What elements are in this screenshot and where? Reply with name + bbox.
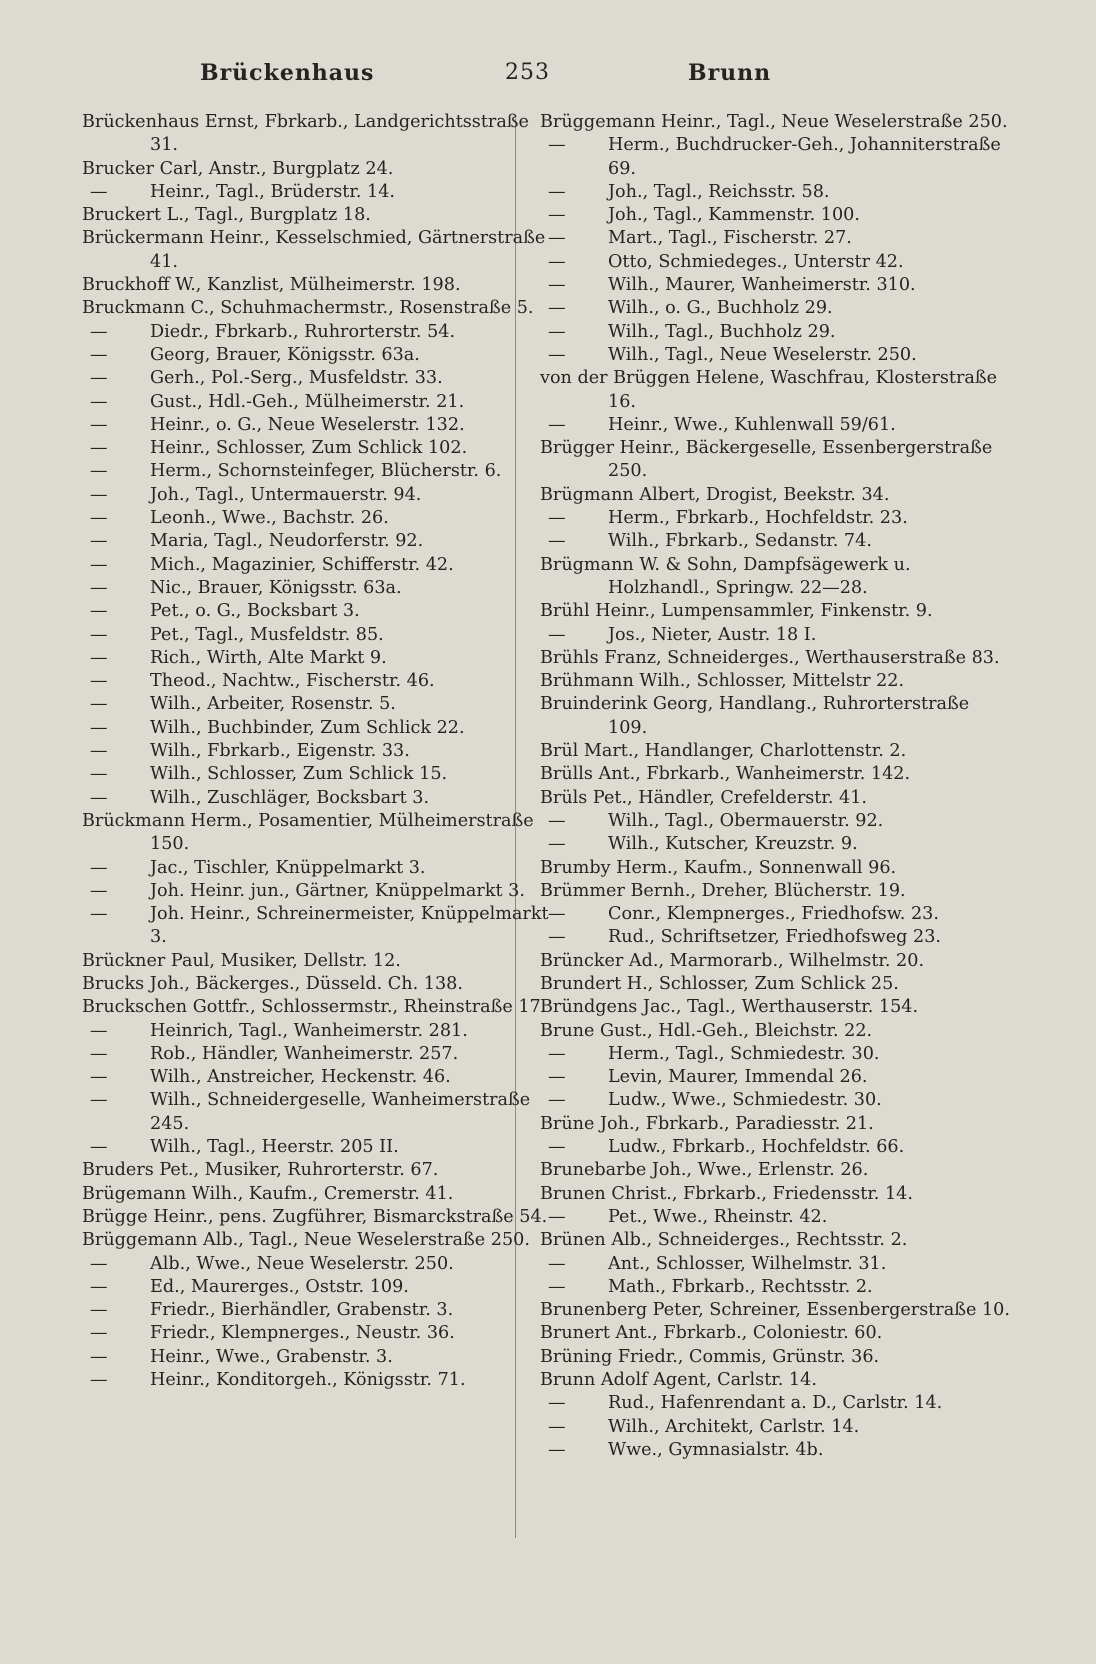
entry-dash: —: [90, 1137, 108, 1158]
entry-text: Wilh., Fbrkarb., Eigenstr. 33.: [150, 741, 410, 762]
entry-text: Brückmann Herm., Posamentier, Mülheimerstraße 150.: [82, 810, 534, 855]
entry-text: Wilh., Buchbinder, Zum Schlick 22.: [150, 717, 465, 738]
directory-entry: [82, 740, 552, 763]
entry-text: Wilh., Architekt, Carlstr. 14.: [608, 1416, 860, 1437]
directory-entry: [82, 996, 552, 1019]
entry-text: Brunen Christ., Fbrkarb., Friedensstr. 14.: [540, 1183, 913, 1204]
directory-entry: [540, 321, 1010, 344]
entry-dash: —: [90, 344, 108, 365]
entry-dash: —: [548, 205, 566, 226]
entry-text: Heinr., Wwe., Kuhlenwall 59/61.: [608, 414, 896, 435]
entry-dash: —: [548, 1067, 566, 1088]
entry-text: Bründgens Jac., Tagl., Werthauserstr. 154.: [540, 997, 919, 1018]
directory-entry: [82, 344, 552, 367]
entry-text: Brühmann Wilh., Schlosser, Mittelstr 22.: [540, 671, 905, 692]
directory-entry: [540, 227, 1010, 250]
directory-entry: [540, 787, 1010, 810]
entry-text: Wilh., Tagl., Heerstr. 205 II.: [150, 1137, 399, 1158]
directory-entry: [82, 274, 552, 297]
entry-dash: —: [548, 1393, 566, 1414]
entry-text: Heinr., Schlosser, Zum Schlick 102.: [150, 438, 468, 459]
entry-dash: —: [90, 1043, 108, 1064]
entry-dash: —: [548, 1043, 566, 1064]
entry-text: Diedr., Fbrkarb., Ruhrorterstr. 54.: [150, 321, 456, 342]
directory-entry: [540, 251, 1010, 274]
directory-entry: [82, 484, 552, 507]
entry-dash: —: [548, 624, 566, 645]
directory-entry: [82, 437, 552, 460]
entry-text: Otto, Schmiedeges., Unterstr 42.: [608, 251, 904, 272]
entry-dash: —: [90, 601, 108, 622]
entry-dash: —: [90, 764, 108, 785]
directory-entry: [540, 1253, 1010, 1276]
entry-dash: —: [548, 1276, 566, 1297]
entry-text: Brüning Friedr., Commis, Grünstr. 36.: [540, 1346, 880, 1367]
directory-entry: [540, 647, 1010, 670]
directory-entry: [82, 1159, 552, 1182]
entry-text: Brümmer Bernh., Dreher, Blücherstr. 19.: [540, 880, 906, 901]
entry-text: Heinr., Wwe., Grabenstr. 3.: [150, 1346, 393, 1367]
entry-dash: —: [548, 1416, 566, 1437]
entry-text: Bruckschen Gottfr., Schlossermstr., Rheinstraße 17.: [82, 997, 547, 1018]
entry-dash: —: [548, 834, 566, 855]
entry-text: Leonh., Wwe., Bachstr. 26.: [150, 508, 389, 529]
entry-dash: —: [548, 321, 566, 342]
entry-text: Friedr., Bierhändler, Grabenstr. 3.: [150, 1300, 454, 1321]
directory-entry: [82, 624, 552, 647]
entry-text: Heinr., o. G., Neue Weselerstr. 132.: [150, 414, 465, 435]
entry-dash: —: [548, 810, 566, 831]
directory-entry: [540, 1089, 1010, 1112]
entry-text: Heinrich, Tagl., Wanheimerstr. 281.: [150, 1020, 468, 1041]
directory-entry: [82, 903, 552, 950]
entry-text: von der Brüggen Helene, Waschfrau, Klosterstraße 16.: [540, 368, 998, 412]
running-head-left: Brückenhaus: [200, 60, 375, 86]
entry-text: Brucks Joh., Bäckerges., Düsseld. Ch. 138.: [82, 973, 463, 994]
entry-text: Wilh., Zuschläger, Bocksbart 3.: [150, 787, 430, 808]
page-header: [0, 60, 1096, 100]
page-number: 253: [505, 60, 550, 85]
directory-entry: [540, 367, 1010, 414]
entry-text: Maria, Tagl., Neudorferstr. 92.: [150, 531, 424, 552]
entry-dash: —: [90, 1300, 108, 1321]
directory-entry: [82, 158, 552, 181]
directory-entry: [82, 763, 552, 786]
entry-dash: —: [90, 694, 108, 715]
entry-text: Bruckmann C., Schuhmachermstr., Rosenstraße 5.: [82, 298, 534, 319]
directory-entry: [82, 554, 552, 577]
directory-entry: [82, 507, 552, 530]
entry-dash: —: [90, 857, 108, 878]
directory-entry: [540, 1322, 1010, 1345]
directory-entry: [82, 367, 552, 390]
entry-dash: —: [90, 787, 108, 808]
entry-text: Brunebarbe Joh., Wwe., Erlenstr. 26.: [540, 1160, 869, 1181]
directory-entry: [540, 1113, 1010, 1136]
entry-text: Brühls Franz, Schneiderges., Werthauserstraße 83.: [540, 647, 1000, 668]
entry-dash: —: [90, 1276, 108, 1297]
entry-text: Brühl Heinr., Lumpensammler, Finkenstr. 9.: [540, 601, 933, 622]
directory-entry: [82, 460, 552, 483]
entry-dash: —: [548, 1439, 566, 1460]
directory-entry: [82, 391, 552, 414]
entry-dash: —: [90, 741, 108, 762]
entry-dash: —: [90, 904, 108, 925]
entry-dash: —: [90, 554, 108, 575]
directory-entry: [540, 1159, 1010, 1182]
directory-entry: [540, 530, 1010, 553]
directory-entry: [540, 274, 1010, 297]
entry-text: Nic., Brauer, Königsstr. 63a.: [150, 577, 402, 598]
entry-text: Brügmann Albert, Drogist, Beekstr. 34.: [540, 484, 890, 505]
entry-dash: —: [548, 927, 566, 948]
directory-entry: [82, 1043, 552, 1066]
directory-entry: [540, 1043, 1010, 1066]
entry-text: Rob., Händler, Wanheimerstr. 257.: [150, 1043, 459, 1064]
entry-text: Joh., Tagl., Kammenstr. 100.: [608, 205, 860, 226]
directory-entry: [540, 996, 1010, 1019]
entry-dash: —: [90, 181, 108, 202]
directory-entry: [82, 1020, 552, 1043]
entry-dash: —: [90, 1370, 108, 1391]
entry-text: Wilh., Schneidergeselle, Wanheimerstraße 245.: [150, 1090, 531, 1134]
entry-dash: —: [90, 438, 108, 459]
entry-text: Brüggemann Alb., Tagl., Neue Weselerstraße 250.: [82, 1230, 530, 1251]
entry-dash: —: [90, 1020, 108, 1041]
entry-text: Brune Gust., Hdl.-Geh., Bleichstr. 22.: [540, 1020, 873, 1041]
directory-entry: [540, 1346, 1010, 1369]
entry-text: Brucker Carl, Anstr., Burgplatz 24.: [82, 158, 394, 179]
directory-entry: [82, 1066, 552, 1089]
entry-dash: —: [90, 414, 108, 435]
entry-dash: —: [90, 1090, 108, 1111]
entry-text: Conr., Klempnerges., Friedhofsw. 23.: [608, 904, 939, 925]
directory-entry: [82, 1299, 552, 1322]
directory-entry: [82, 321, 552, 344]
entry-text: Brückner Paul, Musiker, Dellstr. 12.: [82, 950, 401, 971]
directory-entry: [540, 134, 1010, 181]
entry-dash: —: [548, 181, 566, 202]
entry-dash: —: [548, 1253, 566, 1274]
directory-entry: [540, 297, 1010, 320]
directory-entry: [540, 1439, 1010, 1462]
entry-text: Rud., Schriftsetzer, Friedhofsweg 23.: [608, 927, 942, 948]
entry-dash: —: [548, 1090, 566, 1111]
entry-text: Heinr., Konditorgeh., Königsstr. 71.: [150, 1370, 466, 1391]
directory-entry: [82, 647, 552, 670]
directory-entry: [82, 530, 552, 553]
directory-entry: [540, 1416, 1010, 1439]
directory-entry: [82, 880, 552, 903]
entry-text: Pet., Tagl., Musfeldstr. 85.: [150, 624, 384, 645]
directory-entry: [82, 810, 552, 857]
entry-dash: —: [548, 135, 566, 156]
entry-text: Math., Fbrkarb., Rechtsstr. 2.: [608, 1276, 873, 1297]
entry-text: Friedr., Klempnerges., Neustr. 36.: [150, 1323, 455, 1344]
directory-entry: [540, 181, 1010, 204]
right-column: [540, 111, 1010, 1462]
entry-text: Heinr., Tagl., Brüderstr. 14.: [150, 181, 395, 202]
entry-text: Brunn Adolf Agent, Carlstr. 14.: [540, 1370, 817, 1391]
entry-text: Brügge Heinr., pens. Zugführer, Bismarckstraße 54.: [82, 1206, 548, 1227]
entry-text: Jac., Tischler, Knüppelmarkt 3.: [150, 857, 426, 878]
entry-dash: —: [90, 1346, 108, 1367]
entry-dash: —: [548, 298, 566, 319]
directory-entry: [540, 950, 1010, 973]
entry-text: Wilh., Maurer, Wanheimerstr. 310.: [608, 275, 916, 296]
entry-dash: —: [90, 1067, 108, 1088]
directory-entry: [540, 1299, 1010, 1322]
directory-entry: [540, 484, 1010, 507]
entry-text: Alb., Wwe., Neue Weselerstr. 250.: [150, 1253, 454, 1274]
directory-entry: [82, 1276, 552, 1299]
entry-text: Wwe., Gymnasialstr. 4b.: [608, 1439, 824, 1460]
entry-text: Brückermann Heinr., Kesselschmied, Gärtnerstraße 41.: [82, 228, 546, 272]
entry-text: Pet., Wwe., Rheinstr. 42.: [608, 1206, 828, 1227]
entry-dash: —: [548, 228, 566, 249]
directory-entry: [82, 181, 552, 204]
entry-text: Brünen Alb., Schneiderges., Rechtsstr. 2.: [540, 1230, 908, 1251]
entry-dash: —: [90, 671, 108, 692]
entry-text: Herm., Schornsteinfeger, Blücherstr. 6.: [150, 461, 502, 482]
entry-text: Joh., Tagl., Untermauerstr. 94.: [150, 484, 422, 505]
entry-text: Rich., Wirth, Alte Markt 9.: [150, 647, 387, 668]
entry-text: Ludw., Fbrkarb., Hochfeldstr. 66.: [608, 1137, 905, 1158]
entry-text: Herm., Buchdrucker-Geh., Johanniterstraße 69.: [608, 135, 1001, 179]
directory-entry: [540, 810, 1010, 833]
entry-text: Ant., Schlosser, Wilhelmstr. 31.: [608, 1253, 887, 1274]
entry-text: Jos., Nieter, Austr. 18 I.: [608, 624, 817, 645]
entry-text: Brüncker Ad., Marmorarb., Wilhelmstr. 20.: [540, 950, 925, 971]
entry-text: Wilh., Anstreicher, Heckenstr. 46.: [150, 1067, 451, 1088]
directory-entry: [540, 414, 1010, 437]
entry-text: Brülls Ant., Fbrkarb., Wanheimerstr. 142.: [540, 764, 911, 785]
directory-entry: [82, 600, 552, 623]
entry-dash: —: [548, 344, 566, 365]
entry-dash: —: [90, 508, 108, 529]
entry-text: Wilh., Tagl., Buchholz 29.: [608, 321, 836, 342]
entry-text: Levin, Maurer, Immendal 26.: [608, 1067, 868, 1088]
entry-text: Brunert Ant., Fbrkarb., Coloniestr. 60.: [540, 1323, 883, 1344]
entry-text: Wilh., o. G., Buchholz 29.: [608, 298, 833, 319]
directory-entry: [540, 1206, 1010, 1229]
directory-entry: [540, 693, 1010, 740]
directory-entry: [540, 111, 1010, 134]
directory-entry: [540, 1183, 1010, 1206]
entry-text: Herm., Tagl., Schmiedestr. 30.: [608, 1043, 880, 1064]
directory-entry: [540, 926, 1010, 949]
directory-entry: [82, 950, 552, 973]
entry-text: Brückenhaus Ernst, Fbrkarb., Landgerichtsstraße 31.: [82, 112, 529, 156]
directory-entry: [540, 554, 1010, 601]
entry-text: Brügmann W. & Sohn, Dampfsägewerk u. Holzhandl., Springw. 22—28.: [540, 554, 911, 598]
directory-entry: [540, 437, 1010, 484]
entry-dash: —: [548, 251, 566, 272]
entry-text: Wilh., Arbeiter, Rosenstr. 5.: [150, 694, 396, 715]
directory-entry: [540, 1369, 1010, 1392]
entry-dash: —: [548, 508, 566, 529]
directory-entry: [82, 1369, 552, 1392]
directory-entry: [82, 111, 552, 158]
directory-entry: [82, 1089, 552, 1136]
entry-text: Brügemann Wilh., Kaufm., Cremerstr. 41.: [82, 1183, 454, 1204]
entry-dash: —: [90, 880, 108, 901]
directory-entry: [82, 577, 552, 600]
entry-text: Wilh., Tagl., Neue Weselerstr. 250.: [608, 344, 917, 365]
entry-text: Gust., Hdl.-Geh., Mülheimerstr. 21.: [150, 391, 465, 412]
directory-entry: [82, 1229, 552, 1252]
entry-dash: —: [90, 531, 108, 552]
entry-dash: —: [548, 904, 566, 925]
entry-text: Brundert H., Schlosser, Zum Schlick 25.: [540, 973, 899, 994]
entry-dash: —: [90, 1253, 108, 1274]
entry-text: Wilh., Kutscher, Kreuzstr. 9.: [608, 834, 858, 855]
entry-text: Pet., o. G., Bocksbart 3.: [150, 601, 360, 622]
directory-entry: [540, 670, 1010, 693]
entry-text: Wilh., Schlosser, Zum Schlick 15.: [150, 764, 448, 785]
entry-dash: —: [90, 461, 108, 482]
entry-dash: —: [90, 484, 108, 505]
directory-entry: [82, 670, 552, 693]
entry-text: Bruinderink Georg, Handlang., Ruhrorterstraße 109.: [540, 694, 970, 738]
directory-entry: [82, 717, 552, 740]
entry-text: Brunenberg Peter, Schreiner, Essenbergerstraße 10.: [540, 1300, 1010, 1321]
entry-dash: —: [548, 1206, 566, 1227]
directory-entry: [540, 857, 1010, 880]
entry-dash: —: [548, 531, 566, 552]
entry-text: Herm., Fbrkarb., Hochfeldstr. 23.: [608, 508, 908, 529]
entry-text: Mich., Magazinier, Schifferstr. 42.: [150, 554, 454, 575]
entry-text: Georg, Brauer, Königsstr. 63a.: [150, 344, 420, 365]
directory-entry: [540, 973, 1010, 996]
directory-entry: [82, 1206, 552, 1229]
directory-entry: [540, 507, 1010, 530]
entry-text: Mart., Tagl., Fischerstr. 27.: [608, 228, 852, 249]
directory-entry: [540, 763, 1010, 786]
entry-dash: —: [90, 321, 108, 342]
directory-entry: [540, 600, 1010, 623]
entry-text: Brüne Joh., Fbrkarb., Paradiesstr. 21.: [540, 1113, 874, 1134]
entry-text: Bruckert L., Tagl., Burgplatz 18.: [82, 205, 371, 226]
entry-text: Theod., Nachtw., Fischerstr. 46.: [150, 671, 435, 692]
directory-entry: [82, 787, 552, 810]
directory-entry: [540, 833, 1010, 856]
directory-entry: [540, 624, 1010, 647]
entry-dash: —: [548, 1137, 566, 1158]
directory-entry: [82, 857, 552, 880]
directory-entry: [540, 903, 1010, 926]
entry-text: Rud., Hafenrendant a. D., Carlstr. 14.: [608, 1393, 943, 1414]
directory-entry: [540, 204, 1010, 227]
directory-entry: [540, 880, 1010, 903]
entry-text: Brügger Heinr., Bäckergeselle, Essenbergerstraße 250.: [540, 438, 993, 482]
entry-text: Joh. Heinr., Schreinermeister, Knüppelmarkt 3.: [150, 904, 549, 948]
entry-text: Ed., Maurerges., Oststr. 109.: [150, 1276, 409, 1297]
directory-entry: [540, 1066, 1010, 1089]
entry-dash: —: [548, 414, 566, 435]
directory-entry: [82, 1253, 552, 1276]
entry-dash: —: [548, 275, 566, 296]
entry-text: Wilh., Tagl., Obermauerstr. 92.: [608, 810, 884, 831]
entry-dash: —: [90, 1323, 108, 1344]
entry-text: Joh., Tagl., Reichsstr. 58.: [608, 181, 830, 202]
entry-dash: —: [90, 717, 108, 738]
directory-entry: [82, 204, 552, 227]
entry-text: Brüls Pet., Händler, Crefelderstr. 41.: [540, 787, 868, 808]
entry-dash: —: [90, 391, 108, 412]
directory-entry: [82, 414, 552, 437]
directory-entry: [82, 973, 552, 996]
directory-entry: [540, 1276, 1010, 1299]
entry-dash: —: [90, 368, 108, 389]
entry-text: Joh. Heinr. jun., Gärtner, Knüppelmarkt 3.: [150, 880, 525, 901]
directory-entry: [82, 1183, 552, 1206]
entry-text: Gerh., Pol.-Serg., Musfeldstr. 33.: [150, 368, 443, 389]
running-head-right: Brunn: [688, 60, 772, 86]
entry-text: Bruckhoff W., Kanzlist, Mülheimerstr. 198.: [82, 275, 461, 296]
directory-entry: [82, 227, 552, 274]
entry-dash: —: [90, 577, 108, 598]
directory-entry: [82, 1136, 552, 1159]
entry-text: Brumby Herm., Kaufm., Sonnenwall 96.: [540, 857, 897, 878]
directory-entry: [540, 1136, 1010, 1159]
directory-entry: [540, 1392, 1010, 1415]
entry-dash: —: [90, 647, 108, 668]
entry-text: Brüggemann Heinr., Tagl., Neue Weselerstraße 250.: [540, 112, 1008, 132]
directory-entry: [540, 1229, 1010, 1252]
directory-entry: [82, 1322, 552, 1345]
entry-dash: —: [90, 624, 108, 645]
entry-text: Ludw., Wwe., Schmiedestr. 30.: [608, 1090, 882, 1111]
directory-entry: [82, 297, 552, 320]
directory-entry: [540, 740, 1010, 763]
entry-text: Brül Mart., Handlanger, Charlottenstr. 2.: [540, 741, 907, 762]
directory-entry: [540, 1020, 1010, 1043]
directory-entry: [82, 1346, 552, 1369]
left-column: [82, 111, 552, 1392]
directory-entry: [540, 344, 1010, 367]
directory-entry: [82, 693, 552, 716]
entry-text: Bruders Pet., Musiker, Ruhrorterstr. 67.: [82, 1160, 439, 1181]
entry-text: Wilh., Fbrkarb., Sedanstr. 74.: [608, 531, 872, 552]
